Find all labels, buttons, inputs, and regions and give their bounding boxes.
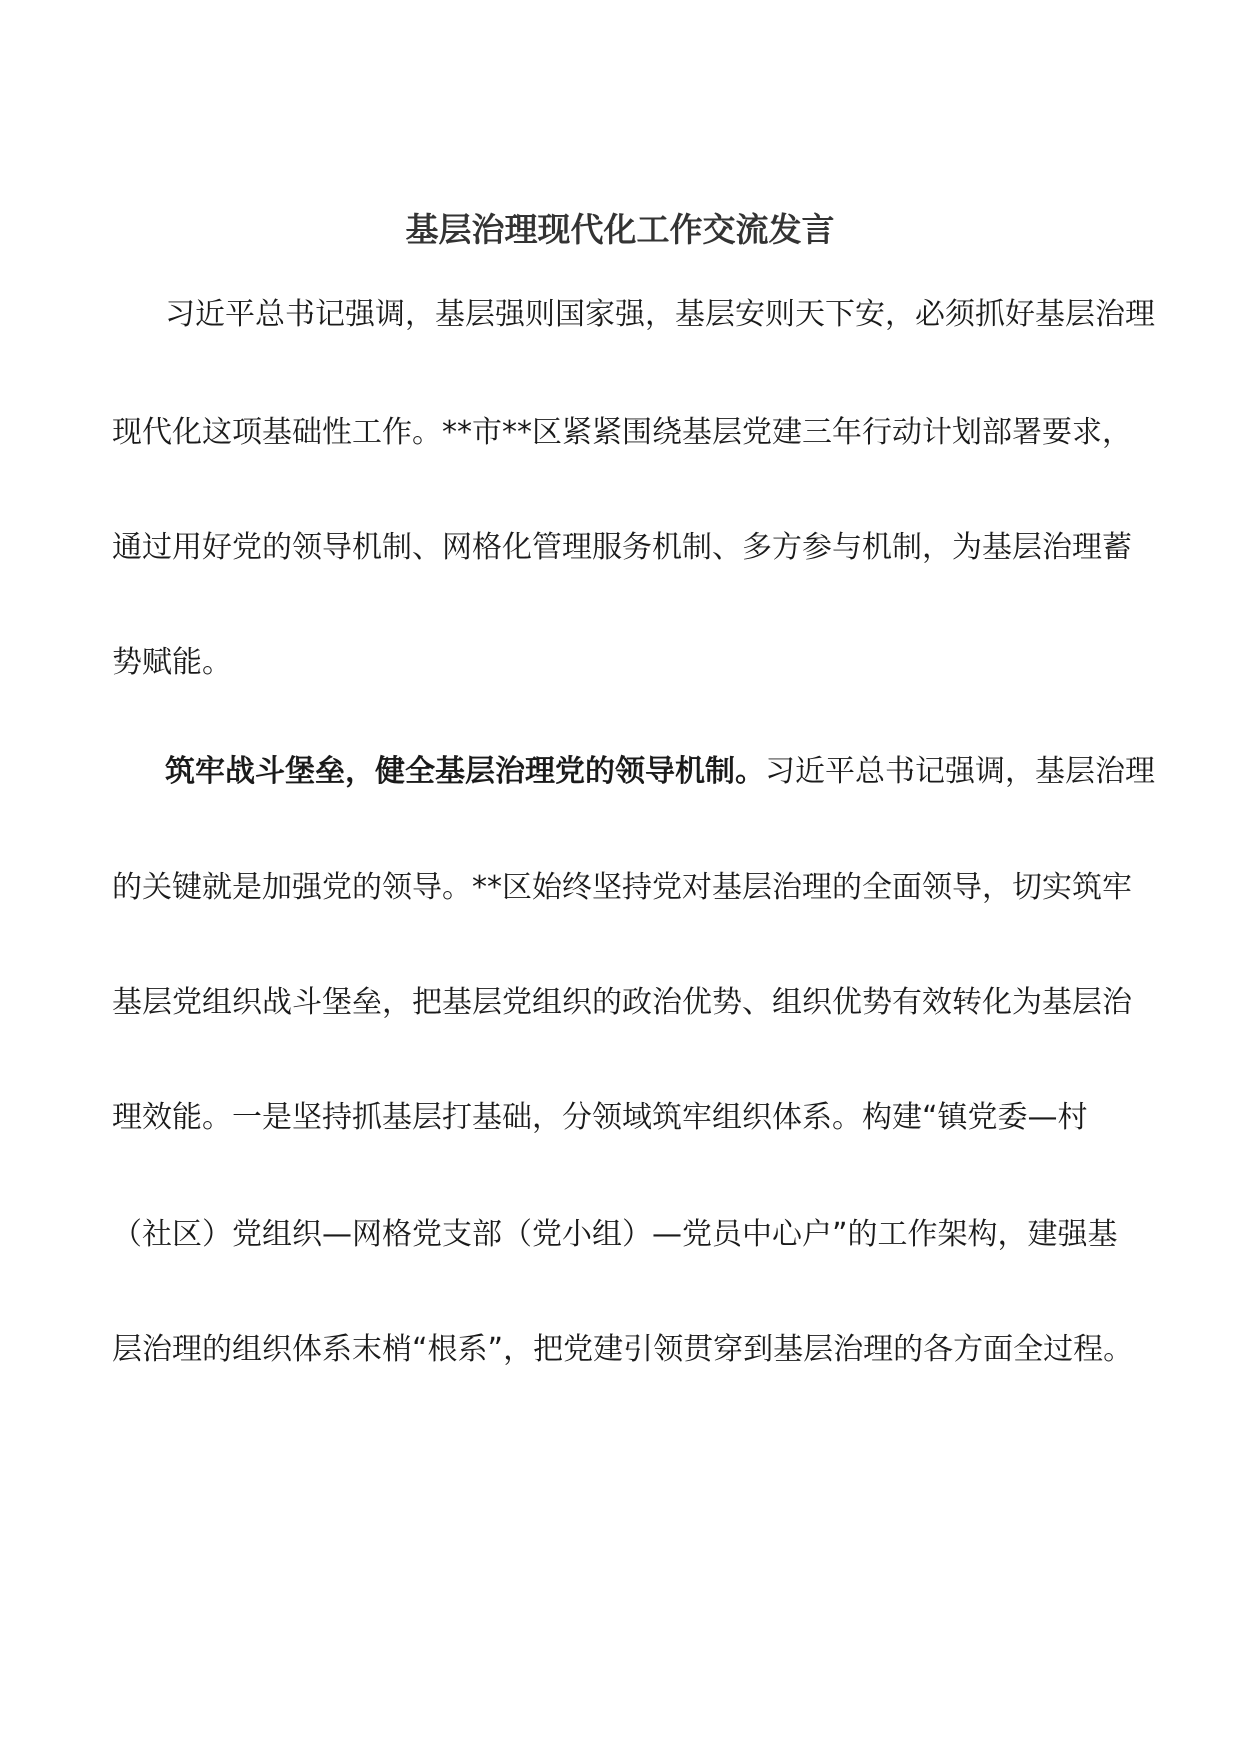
paragraph2-line4: 理效能。一是坚持抓基层打基础，分领域筑牢组织体系。构建“镇党委—村 xyxy=(112,1100,1088,1135)
paragraph2-line2: 的关键就是加强党的领导。**区始终坚持党对基层治理的全面领导，切实筑牢 xyxy=(112,870,1132,905)
paragraph2-line1-rest: 习近平总书记强调，基层治理 xyxy=(765,754,1155,789)
paragraph2-line1 xyxy=(165,742,1155,802)
paragraph1-line2: 现代化这项基础性工作。**市**区紧紧围绕基层党建三年行动计划部署要求， xyxy=(112,415,1132,450)
paragraph1-line3: 通过用好党的领导机制、网格化管理服务机制、多方参与机制，为基层治理蓄 xyxy=(112,530,1132,565)
paragraph1-line4: 势赋能。 xyxy=(112,645,232,680)
paragraph2-line6: 层治理的组织体系末梢“根系”，把党建引领贯穿到基层治理的各方面全过程。 xyxy=(112,1332,1134,1367)
paragraph1-line1: 习近平总书记强调，基层强则国家强，基层安则天下安，必须抓好基层治理 xyxy=(165,297,1155,332)
paragraph2-line3: 基层党组织战斗堡垒，把基层党组织的政治优势、组织优势有效转化为基层治 xyxy=(112,985,1132,1020)
paragraph2-heading: 筑牢战斗堡垒，健全基层治理党的领导机制。 xyxy=(165,754,765,789)
document-title: 基层治理现代化工作交流发言 xyxy=(405,210,835,249)
paragraph2-line5: （社区）党组织—网格党支部（党小组）—党员中心户”的工作架构，建强基 xyxy=(112,1217,1118,1252)
